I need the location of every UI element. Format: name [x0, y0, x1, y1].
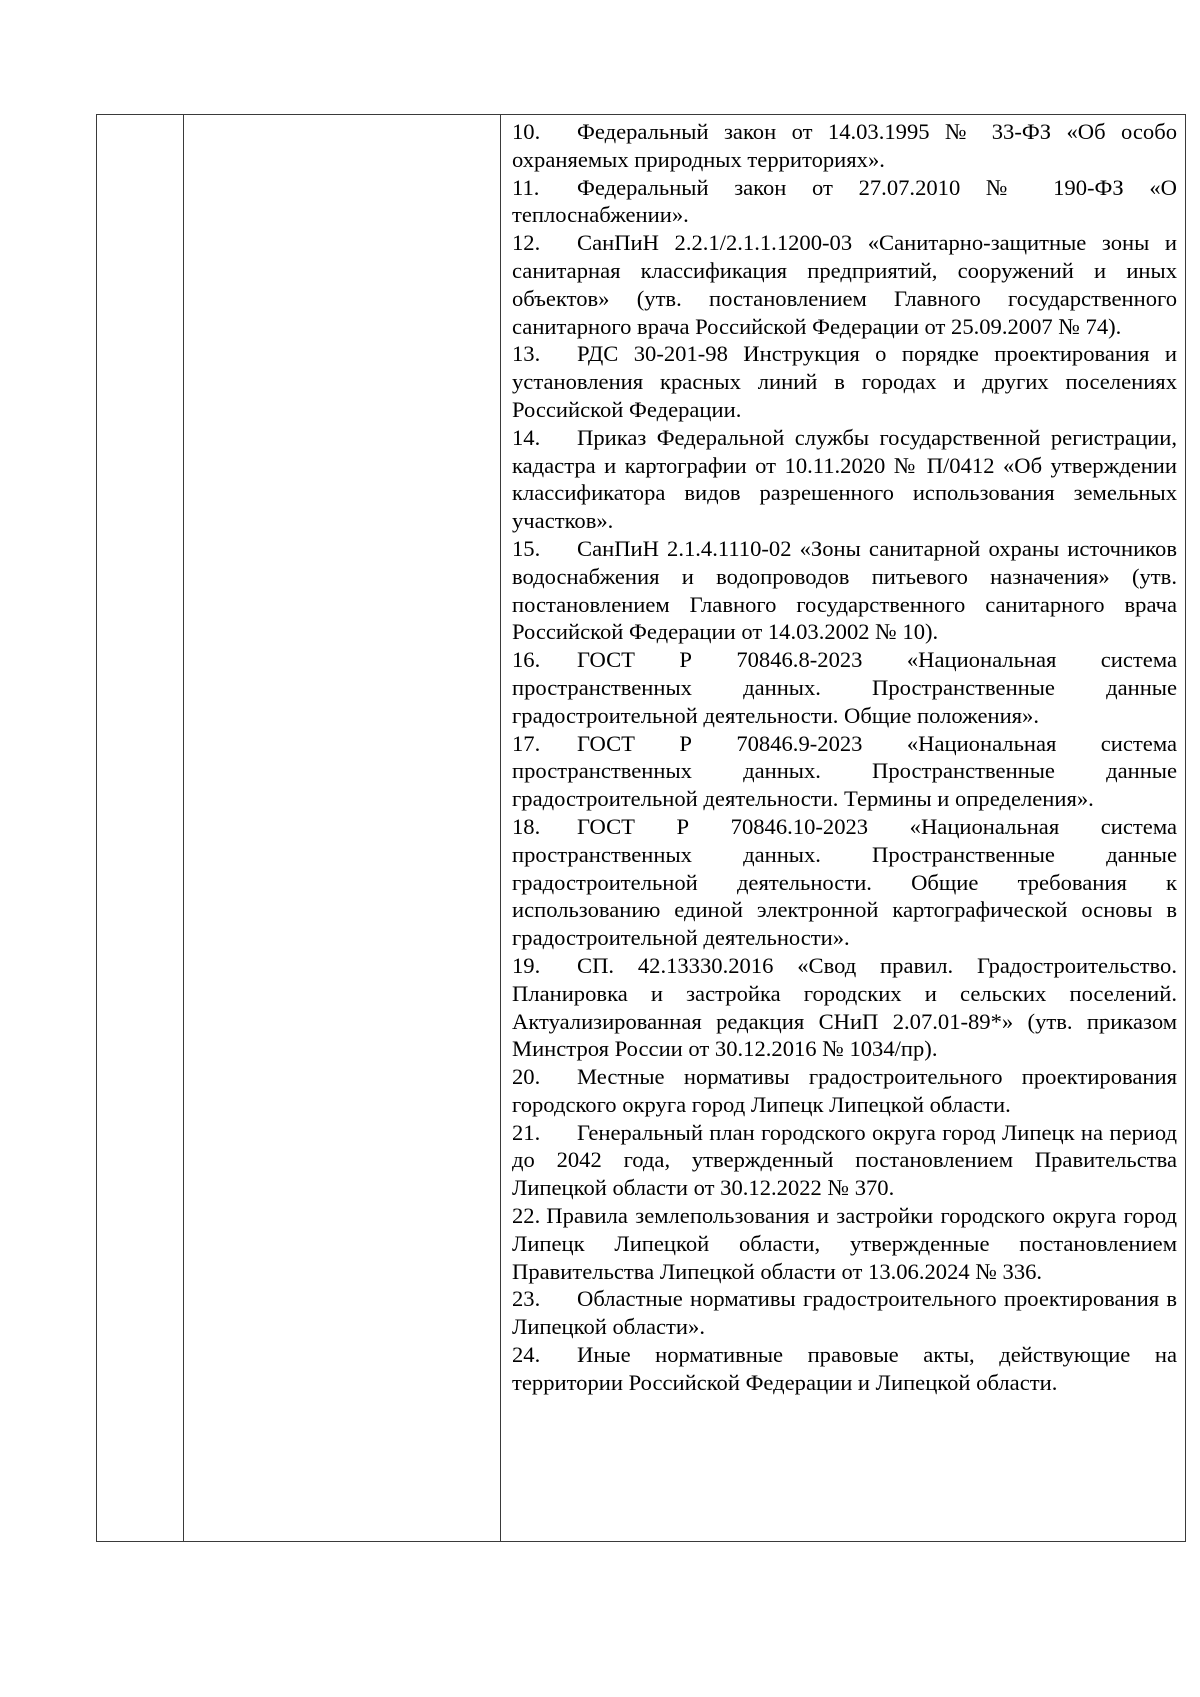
reference-item — [512, 813, 1177, 952]
reference-number: 16. — [512, 647, 541, 673]
reference-text: Федеральный закон от 27.07.2010 № 190-ФЗ «О теплоснабжении». — [512, 174, 1177, 228]
reference-text: ГОСТ Р 70846.10-2023 «Национальная система пространственных данных. Пространственные данные градостроительной деятельности. Общие требования к использованию единой электронной картографической основы в градостроительной деятельности». — [512, 813, 1177, 951]
reference-item — [512, 1202, 1177, 1285]
reference-text: ГОСТ Р 70846.9-2023 «Национальная система пространственных данных. Пространственные данные градостроительной деятельности. Термины и определения». — [512, 730, 1177, 812]
reference-text: ГОСТ Р 70846.8-2023 «Национальная система пространственных данных. Пространственные данные градостроительной деятельности. Общие положения». — [512, 647, 1177, 728]
reference-number: 17. — [512, 730, 541, 756]
reference-text: Иные нормативные правовые акты, действующие на территории Российской Федерации и Липецкой области. — [512, 1342, 1177, 1395]
reference-item — [512, 229, 1177, 340]
reference-item — [512, 646, 1177, 729]
reference-number: 23. — [512, 1286, 541, 1312]
reference-text: Местные нормативы градостроительного проектирования городского округа город Липецк Липецкой области. — [512, 1064, 1177, 1117]
document-table — [96, 114, 1186, 1542]
reference-item — [512, 952, 1177, 1063]
reference-text: СанПиН 2.2.1/2.1.1.1200-03 «Санитарно-защитные зоны и санитарная классификация предприятий, сооружений и иных объектов» (утв. постановлением Главного государственного санитарного врача Российской Федерации от 25.09.2007 № 74). — [512, 230, 1177, 339]
reference-number: 13. — [512, 341, 541, 367]
reference-number: 15. — [512, 535, 541, 561]
reference-item — [512, 340, 1177, 423]
reference-text: РДС 30-201-98 Инструкция о порядке проектирования и установления красных линий в городах и других поселениях Российской Федерации. — [512, 341, 1177, 422]
reference-text: Федеральный закон от 14.03.1995 № 33-ФЗ «Об особо охраняемых природных территориях». — [512, 119, 1177, 172]
reference-number: 20. — [512, 1064, 541, 1090]
reference-text: СанПиН 2.1.4.1110-02 «Зоны санитарной охраны источников водоснабжения и водопроводов питьевого назначения» (утв. постановлением Главного государственного санитарного врача Российской Федерации от 14.03.2002 № 10). — [512, 535, 1177, 645]
reference-number: 21. — [512, 1119, 541, 1145]
reference-text: Областные нормативы градостроительного проектирования в Липецкой области». — [512, 1286, 1177, 1340]
references-list — [512, 118, 1177, 1397]
reference-number: 12. — [512, 230, 541, 256]
reference-number: 11. — [512, 174, 540, 200]
reference-text: Правила землепользования и застройки городского округа город Липецк Липецкой области, утвержденные постановлением Правительства Липецкой области от 13.06.2024 № 336. — [512, 1203, 1177, 1284]
reference-item — [512, 1119, 1177, 1202]
reference-item — [512, 424, 1177, 535]
reference-number: 14. — [512, 424, 541, 450]
reference-item — [512, 730, 1177, 813]
reference-number: 19. — [512, 952, 541, 978]
reference-item — [512, 118, 1177, 174]
table-cell-empty-1 — [97, 115, 184, 1542]
reference-item — [512, 1063, 1177, 1119]
table-cell-empty-2 — [184, 115, 501, 1542]
reference-item — [512, 174, 1177, 230]
reference-number: 22. — [512, 1203, 541, 1229]
reference-text: СП. 42.13330.2016 «Свод правил. Градостроительство. Планировка и застройка городских и сельских поселений. Актуализированная редакция СНиП 2.07.01-89*» (утв. приказом Минстроя России от 30.12.2016 № 1034/пр). — [512, 952, 1177, 1062]
table-row — [97, 115, 1186, 1542]
reference-item — [512, 1341, 1177, 1397]
reference-text: Генеральный план городского округа город Липецк на период до 2042 года, утвержденный постановлением Правительства Липецкой области от 30.12.2022 № 370. — [512, 1119, 1177, 1201]
reference-item — [512, 535, 1177, 646]
reference-item — [512, 1285, 1177, 1341]
reference-number: 10. — [512, 119, 541, 144]
reference-text: Приказ Федеральной службы государственной регистрации, кадастра и картографии от 10.11.2020 № П/0412 «Об утверждении классификатора видов разрешенного использования земельных участков». — [512, 424, 1177, 534]
reference-number: 18. — [512, 813, 541, 839]
reference-number: 24. — [512, 1342, 541, 1368]
references-list-cell — [501, 115, 1186, 1542]
